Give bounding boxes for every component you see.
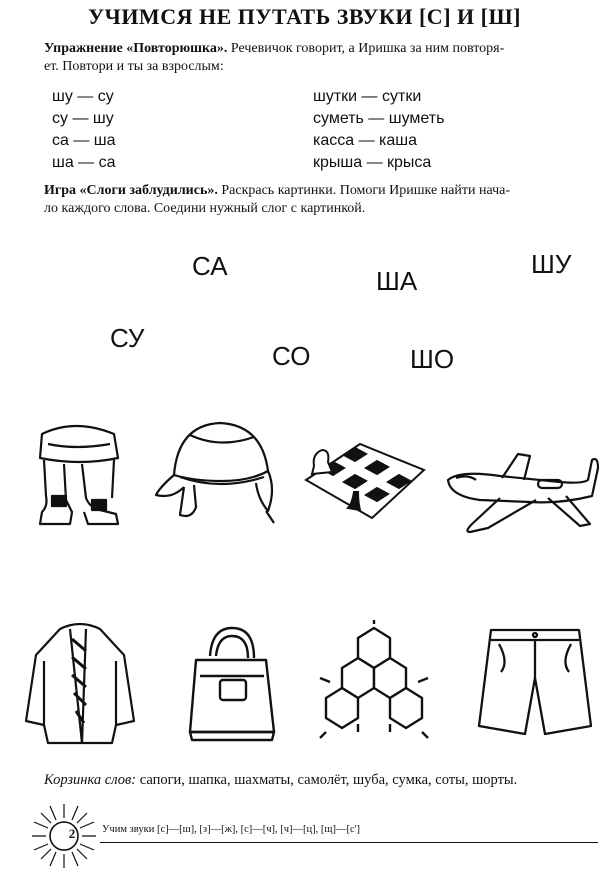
airplane-icon[interactable] [440, 440, 600, 550]
exercise1-text-1: Речевичок говорит, а Иришка за ним повторя- [230, 41, 505, 56]
pair-left-1: шу — су [52, 88, 114, 105]
hat-icon[interactable] [150, 415, 280, 530]
basket-label: Корзинка слов: [44, 772, 137, 788]
exercise1-label: Упражнение «Повторюшка». [44, 41, 228, 56]
pair-right-4: крыша — крыса [313, 154, 432, 171]
pair-left-4: ша — са [52, 154, 116, 171]
basket-words: сапоги, шапка, шахматы, самолёт, шуба, сумка, соты, шорты. [139, 772, 518, 788]
game-text-1: Раскрась картинки. Помоги Иришке найти нача- [221, 183, 511, 198]
pair-left-3: са — ша [52, 132, 116, 149]
boots-icon[interactable] [30, 420, 130, 530]
bag-icon[interactable] [180, 620, 280, 745]
pair-right-1: шутки — сутки [313, 88, 422, 105]
game-paragraph [44, 182, 584, 218]
pair-right-2: суметь — шуметь [313, 110, 445, 127]
syllable-sa[interactable]: СА [192, 251, 228, 281]
exercise1-text-2: ет. Повтори и ты за взрослым: [44, 59, 224, 74]
chess-icon[interactable] [300, 430, 430, 525]
fur-coat-icon[interactable] [20, 615, 140, 755]
syllable-sha[interactable]: ША [376, 266, 418, 296]
footer-text: Учим звуки [с]—[ш], [з]—[ж], [с]—[ч], [ч]—[ц], [щ]—[с'] [102, 824, 361, 835]
pair-left-2: су — шу [52, 110, 114, 127]
game-label: Игра «Слоги заблудились». [44, 183, 218, 198]
syllable-shu[interactable]: ШУ [531, 249, 572, 279]
pair-right-3: касса — каша [313, 132, 418, 149]
honeycomb-icon[interactable] [310, 620, 440, 745]
syllable-so[interactable]: СО [272, 341, 311, 371]
page-title: УЧИМСЯ НЕ ПУТАТЬ ЗВУКИ [С] И [Ш] [88, 4, 521, 29]
syllable-su[interactable]: СУ [110, 323, 145, 353]
game-text-2: ло каждого слова. Соедини нужный слог с картинкой. [44, 201, 366, 216]
word-basket [44, 772, 604, 789]
exercise1-paragraph [44, 40, 584, 76]
syllable-sho[interactable]: ШО [410, 344, 455, 374]
page-number: 2 [68, 826, 76, 841]
footer-divider [100, 842, 598, 843]
shorts-icon[interactable] [475, 622, 595, 742]
